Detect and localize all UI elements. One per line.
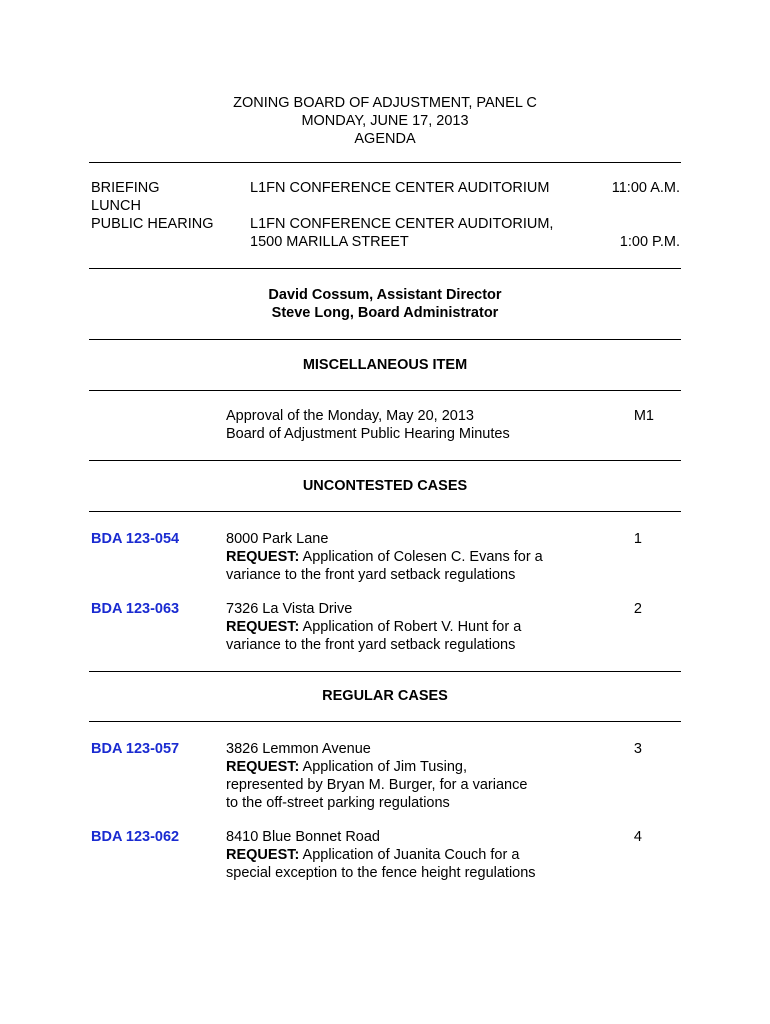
case-details	[226, 740, 527, 812]
request-label: REQUEST:	[226, 549, 300, 565]
case-address: 8000 Park Lane	[226, 531, 329, 547]
divider	[89, 671, 681, 672]
misc-line2: Board of Adjustment Public Hearing Minutes	[226, 426, 510, 442]
divider	[89, 460, 681, 461]
agenda-header	[150, 94, 620, 148]
request-label: REQUEST:	[226, 759, 300, 775]
hearing-time: 1:00 P.M.	[619, 234, 680, 250]
label-public-hearing: PUBLIC HEARING	[91, 216, 214, 232]
case-number: 4	[633, 829, 642, 845]
divider	[89, 390, 681, 391]
case-details	[226, 600, 521, 654]
request-text: Application of Jim Tusing,	[299, 759, 467, 775]
request-label: REQUEST:	[226, 619, 300, 635]
request-text: Application of Juanita Couch for a	[299, 847, 520, 863]
request-text-cont: to the off-street parking regulations	[226, 795, 450, 811]
case-id-link[interactable]: BDA 123-054	[91, 531, 180, 547]
hearing-location-line2: 1500 MARILLA STREET	[250, 234, 409, 250]
case-details	[226, 530, 543, 584]
request-text-cont: variance to the front yard setback regulations	[226, 637, 516, 653]
misc-heading: MISCELLANEOUS ITEM	[302, 357, 468, 373]
request-label: REQUEST:	[226, 847, 300, 863]
case-request	[226, 618, 521, 636]
label-briefing: BRIEFING	[91, 180, 160, 196]
divider	[89, 268, 681, 269]
misc-line1: Approval of the Monday, May 20, 2013	[226, 408, 474, 424]
request-text-cont: special exception to the fence height regulations	[226, 865, 536, 881]
staff-administrator: Steve Long, Board Administrator	[271, 305, 499, 321]
case-address: 3826 Lemmon Avenue	[226, 741, 371, 757]
case-number: 1	[633, 531, 642, 547]
misc-item	[226, 407, 510, 443]
case-address: 8410 Blue Bonnet Road	[226, 829, 380, 845]
briefing-location: L1FN CONFERENCE CENTER AUDITORIUM	[250, 180, 550, 196]
header-title: ZONING BOARD OF ADJUSTMENT, PANEL C	[233, 95, 537, 111]
case-id-link[interactable]: BDA 123-062	[91, 829, 180, 845]
case-number: 2	[633, 601, 642, 617]
divider	[89, 162, 681, 163]
misc-number: M1	[633, 408, 654, 424]
case-number: 3	[633, 741, 642, 757]
staff-block	[150, 286, 620, 322]
hearing-location-line1: L1FN CONFERENCE CENTER AUDITORIUM,	[250, 216, 554, 232]
header-date: MONDAY, JUNE 17, 2013	[301, 113, 469, 129]
case-request	[226, 758, 527, 776]
regular-heading: REGULAR CASES	[322, 688, 448, 704]
divider	[89, 511, 681, 512]
label-lunch: LUNCH	[91, 198, 141, 214]
case-details	[226, 828, 536, 882]
staff-director: David Cossum, Assistant Director	[268, 287, 502, 303]
request-text: Application of Colesen C. Evans for a	[299, 549, 543, 565]
case-request	[226, 548, 543, 566]
case-id-link[interactable]: BDA 123-063	[91, 601, 180, 617]
uncontested-heading: UNCONTESTED CASES	[302, 478, 468, 494]
request-text-cont: represented by Bryan M. Burger, for a variance	[226, 777, 528, 793]
case-id-link[interactable]: BDA 123-057	[91, 741, 180, 757]
divider	[89, 339, 681, 340]
case-request	[226, 846, 536, 864]
hearing-location	[250, 215, 553, 251]
briefing-time: 11:00 A.M.	[611, 180, 680, 196]
request-text: Application of Robert V. Hunt for a	[299, 619, 522, 635]
divider	[89, 721, 681, 722]
request-text-cont: variance to the front yard setback regulations	[226, 567, 516, 583]
case-address: 7326 La Vista Drive	[226, 601, 353, 617]
schedule-labels	[91, 179, 213, 233]
header-agenda: AGENDA	[354, 131, 416, 147]
